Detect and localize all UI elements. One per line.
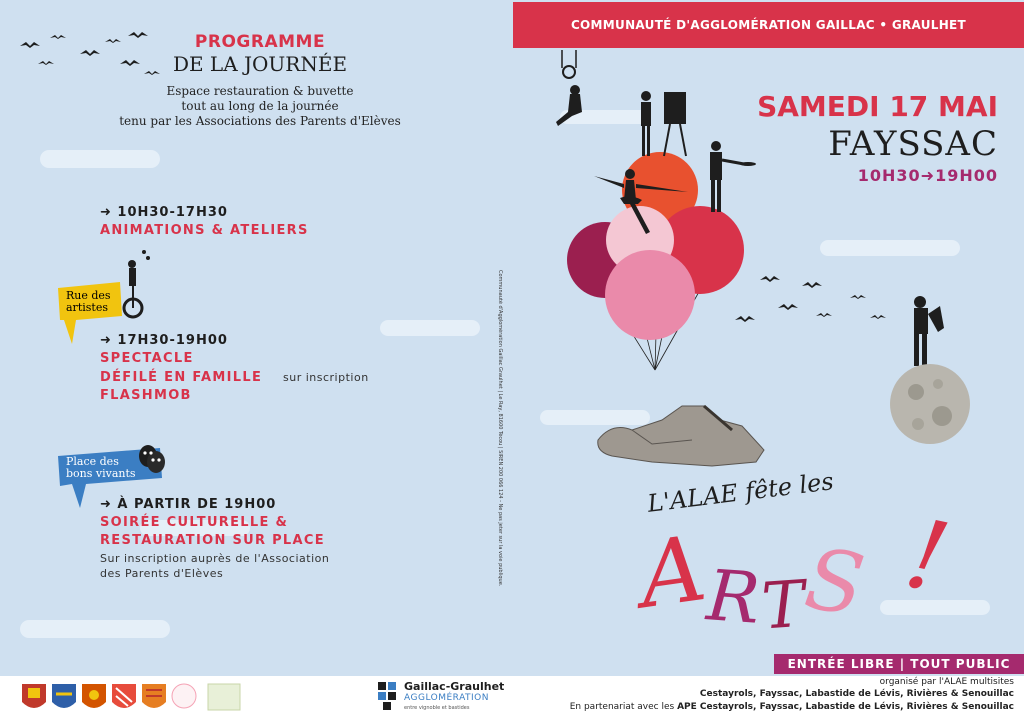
block-activity: DÉFILÉ EN FAMILLE [100,370,263,385]
block-activity: SPECTACLE [100,351,194,366]
entry-band: ENTRÉE LIBRE | TOUT PUBLIC [774,654,1024,674]
footer-partner [570,702,1014,712]
headline-line1: L'ALAE fête les [646,467,836,518]
headline-arts-letter: T [759,567,807,645]
logo-name: Gaillac-Graulhet [404,680,505,693]
tag-bons-line: bons vivants [66,467,136,480]
waiter-icon [700,138,760,216]
headline-arts-letter: R [704,554,763,640]
unicycle-juggler-icon [114,248,154,323]
tag-artists [66,290,111,314]
event-date: SAMEDI 17 MAI [757,90,998,123]
event-hours: 10H30➜19H00 [857,166,998,185]
block-extra: des Parents d'Elèves [100,567,224,580]
headline-arts-text [633,515,871,645]
tag-bons-vivants [66,456,136,480]
headline-arts-letter: A [633,515,712,630]
town-crests-icon [22,682,242,714]
block-activity: FLASHMOB [100,388,192,403]
cloud [20,620,170,638]
program-title: PROGRAMME [194,32,326,52]
painter-icon [628,88,698,160]
tag-artists-line: artistes [66,301,108,314]
program-line: Espace restauration & buvette [166,84,354,98]
ballerina-icon [590,166,690,236]
footer-partner-names: APE Cestayrols, Fayssac, Labastide de Lévis, Rivières & Senouillac [677,702,1014,712]
block-activity: ANIMATIONS & ATELIERS [100,223,309,238]
cloud [820,240,960,256]
saxophonist-on-moon-icon [888,292,978,447]
tag-artists-line: Rue des [66,289,111,302]
block-note: sur inscription [283,371,369,384]
headline-arts-letter: S [799,529,871,635]
block-time: ➜ 17H30-19H00 [100,333,228,348]
footer-organized: organisé par l'ALAE multisites [879,677,1014,687]
legal-text: Communauté d'Agglomération Gaillac Graulhet | Le Ray, 81600 Técou | SIREN 200 066 124 - Ne pas jeter sur la voie publique. [497,270,503,587]
footer-partner-prefix: En partenariat avec les [569,702,675,712]
logo-sub: AGGLOMÉRATION [404,693,489,703]
block-time: ➜ 10H30-17H30 [100,205,228,220]
block-time: ➜ À PARTIR DE 19H00 [100,497,277,512]
header-band: COMMUNAUTÉ D'AGGLOMÉRATION GAILLAC • GRAULHET [513,2,1024,48]
cloud [380,320,480,336]
hand-illustration [592,400,770,470]
agglomeration-logo-icon [376,680,404,716]
block-extra: Sur inscription auprès de l'Association [100,552,330,565]
birds-icon [730,270,900,330]
logo-tagline: entre vignoble et bastides [404,705,470,711]
cloud [40,150,160,168]
tag-bons-line: Place des [66,455,119,468]
theatre-masks-icon [136,442,168,476]
program-line: tout au long de la journée [181,99,339,113]
birds-icon [10,28,160,88]
event-place: FAYSSAC [828,124,998,164]
headline-exclamation: ! [896,497,958,615]
block-activity: SOIRÉE CULTURELLE & [100,515,289,530]
legal-text-wrap [489,270,503,650]
program-subtitle: DE LA JOURNÉE [172,52,348,76]
block-activity: RESTAURATION SUR PLACE [100,533,325,548]
footer-towns: Cestayrols, Fayssac, Labastide de Lévis, Rivières & Senouillac [699,689,1014,699]
program-line: tenu par les Associations des Parents d'Elèves [119,114,401,128]
